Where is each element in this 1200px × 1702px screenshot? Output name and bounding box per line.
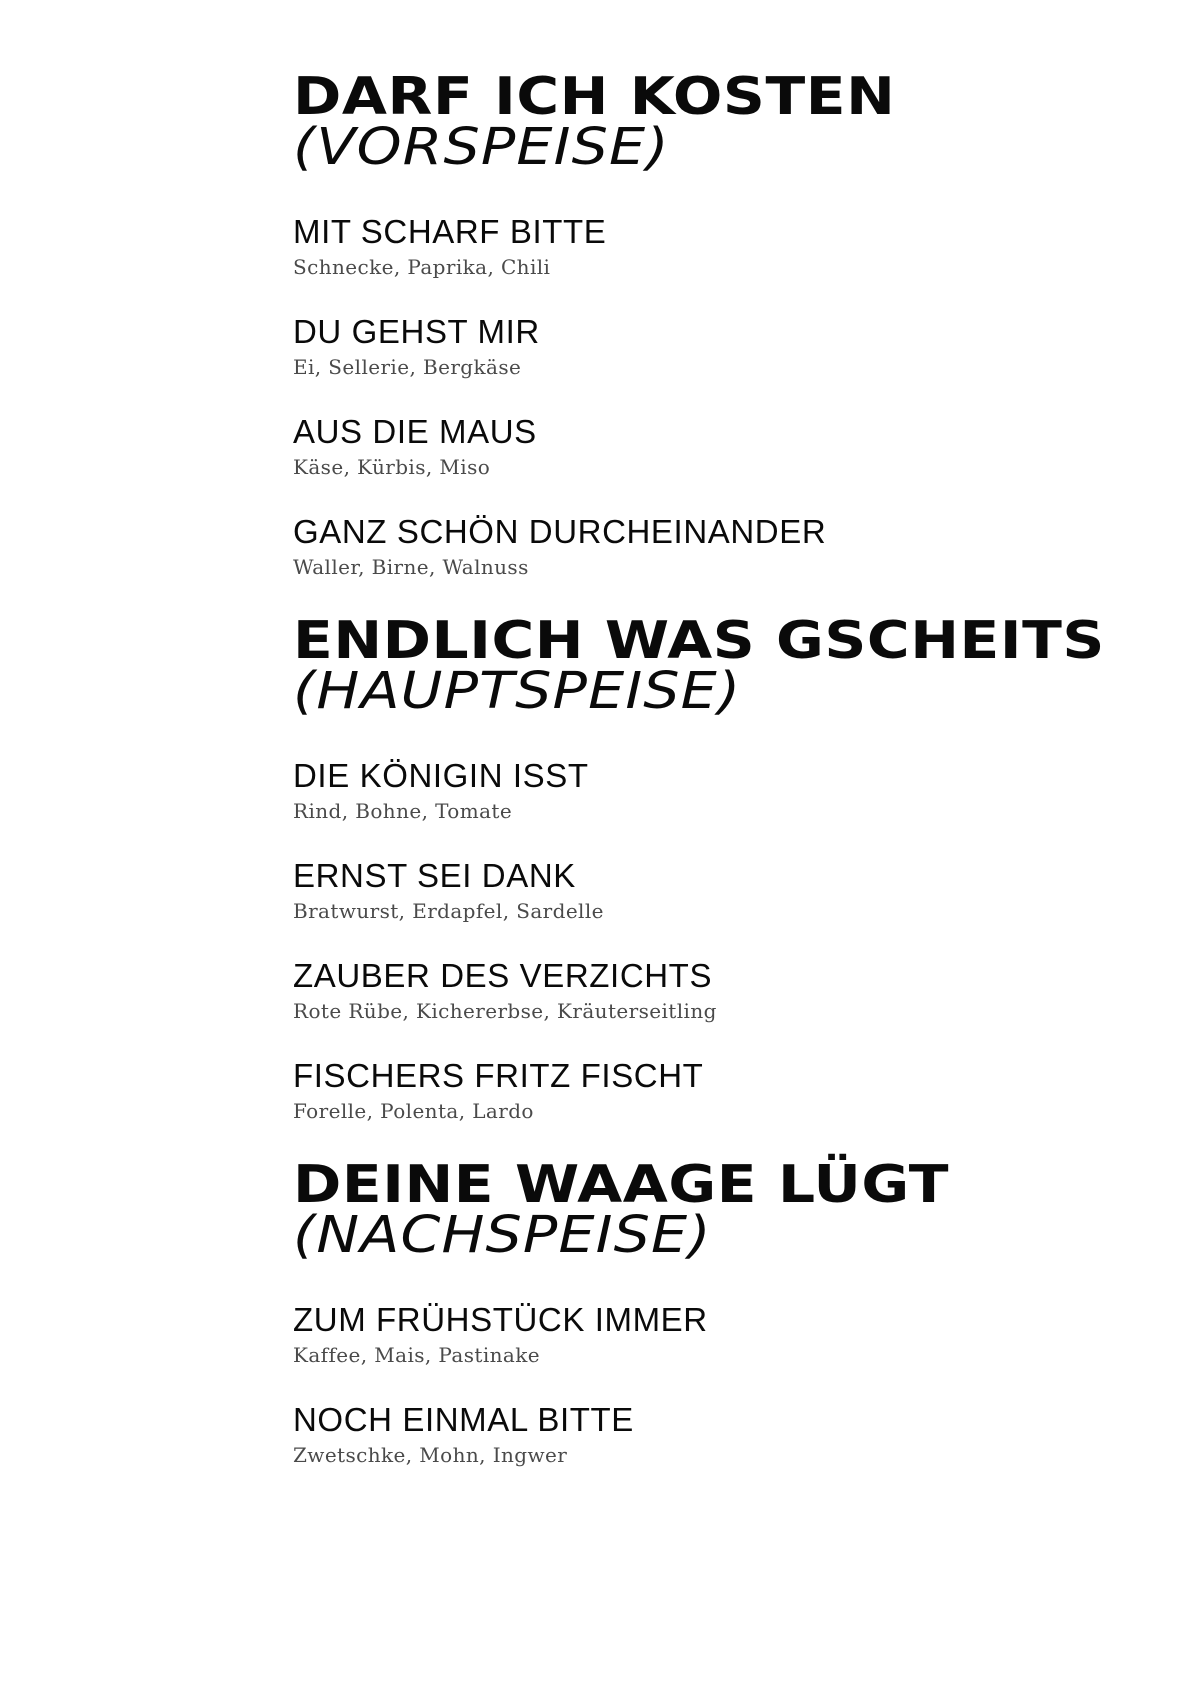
dish-list [293, 214, 1153, 580]
dish-ingredients: Kaffee, Mais, Pastinake [293, 1343, 540, 1367]
section-title: DEINE WAAGE LÜGT [293, 1155, 950, 1215]
dish-name: DU GEHST MIR [293, 313, 540, 350]
dish-name: AUS DIE MAUS [293, 413, 537, 450]
section-vorspeise [293, 67, 1153, 580]
dish-name: ZUM FRÜHSTÜCK IMMER [293, 1301, 708, 1338]
dish-ingredients: Rote Rübe, Kichererbse, Kräuterseitling [293, 999, 717, 1023]
section-nachspeise [293, 1155, 1153, 1468]
dish-name: ZAUBER DES VERZICHTS [293, 957, 713, 994]
menu [293, 67, 1153, 1468]
dish-ingredients: Ei, Sellerie, Bergkäse [293, 355, 522, 379]
dish-name: MIT SCHARF BITTE [293, 213, 607, 250]
dish-list [293, 758, 1153, 1124]
dish-name: FISCHERS FRITZ FISCHT [293, 1057, 704, 1094]
section-hauptspeise [293, 611, 1153, 1124]
dish-name: NOCH EINMAL BITTE [293, 1401, 634, 1438]
dish-name: GANZ SCHÖN DURCHEINANDER [293, 513, 827, 550]
dish-ingredients: Waller, Birne, Walnuss [293, 555, 529, 579]
dish-item [293, 1402, 1153, 1468]
dish-name: ERNST SEI DANK [293, 857, 576, 894]
dish-ingredients: Forelle, Polenta, Lardo [293, 1099, 534, 1123]
dish-list [293, 1302, 1153, 1468]
section-subtitle: (HAUPTSPEISE) [293, 662, 742, 721]
dish-ingredients: Schnecke, Paprika, Chili [293, 255, 551, 279]
dish-item [293, 958, 1153, 1024]
dish-ingredients: Zwetschke, Mohn, Ingwer [293, 1443, 568, 1467]
dish-name: DIE KÖNIGIN ISST [293, 757, 589, 794]
dish-item [293, 214, 1153, 280]
dish-item [293, 314, 1153, 380]
dish-item [293, 858, 1153, 924]
dish-item [293, 758, 1153, 824]
section-title: DARF ICH KOSTEN [293, 67, 896, 127]
dish-ingredients: Bratwurst, Erdapfel, Sardelle [293, 899, 604, 923]
section-subtitle: (VORSPEISE) [293, 118, 670, 177]
dish-item [293, 414, 1153, 480]
dish-ingredients: Käse, Kürbis, Miso [293, 455, 491, 479]
dish-ingredients: Rind, Bohne, Tomate [293, 799, 513, 823]
dish-item [293, 1058, 1153, 1124]
section-subtitle: (NACHSPEISE) [293, 1206, 712, 1265]
dish-item [293, 1302, 1153, 1368]
dish-item [293, 514, 1153, 580]
section-title: ENDLICH WAS GSCHEITS [293, 611, 1105, 671]
